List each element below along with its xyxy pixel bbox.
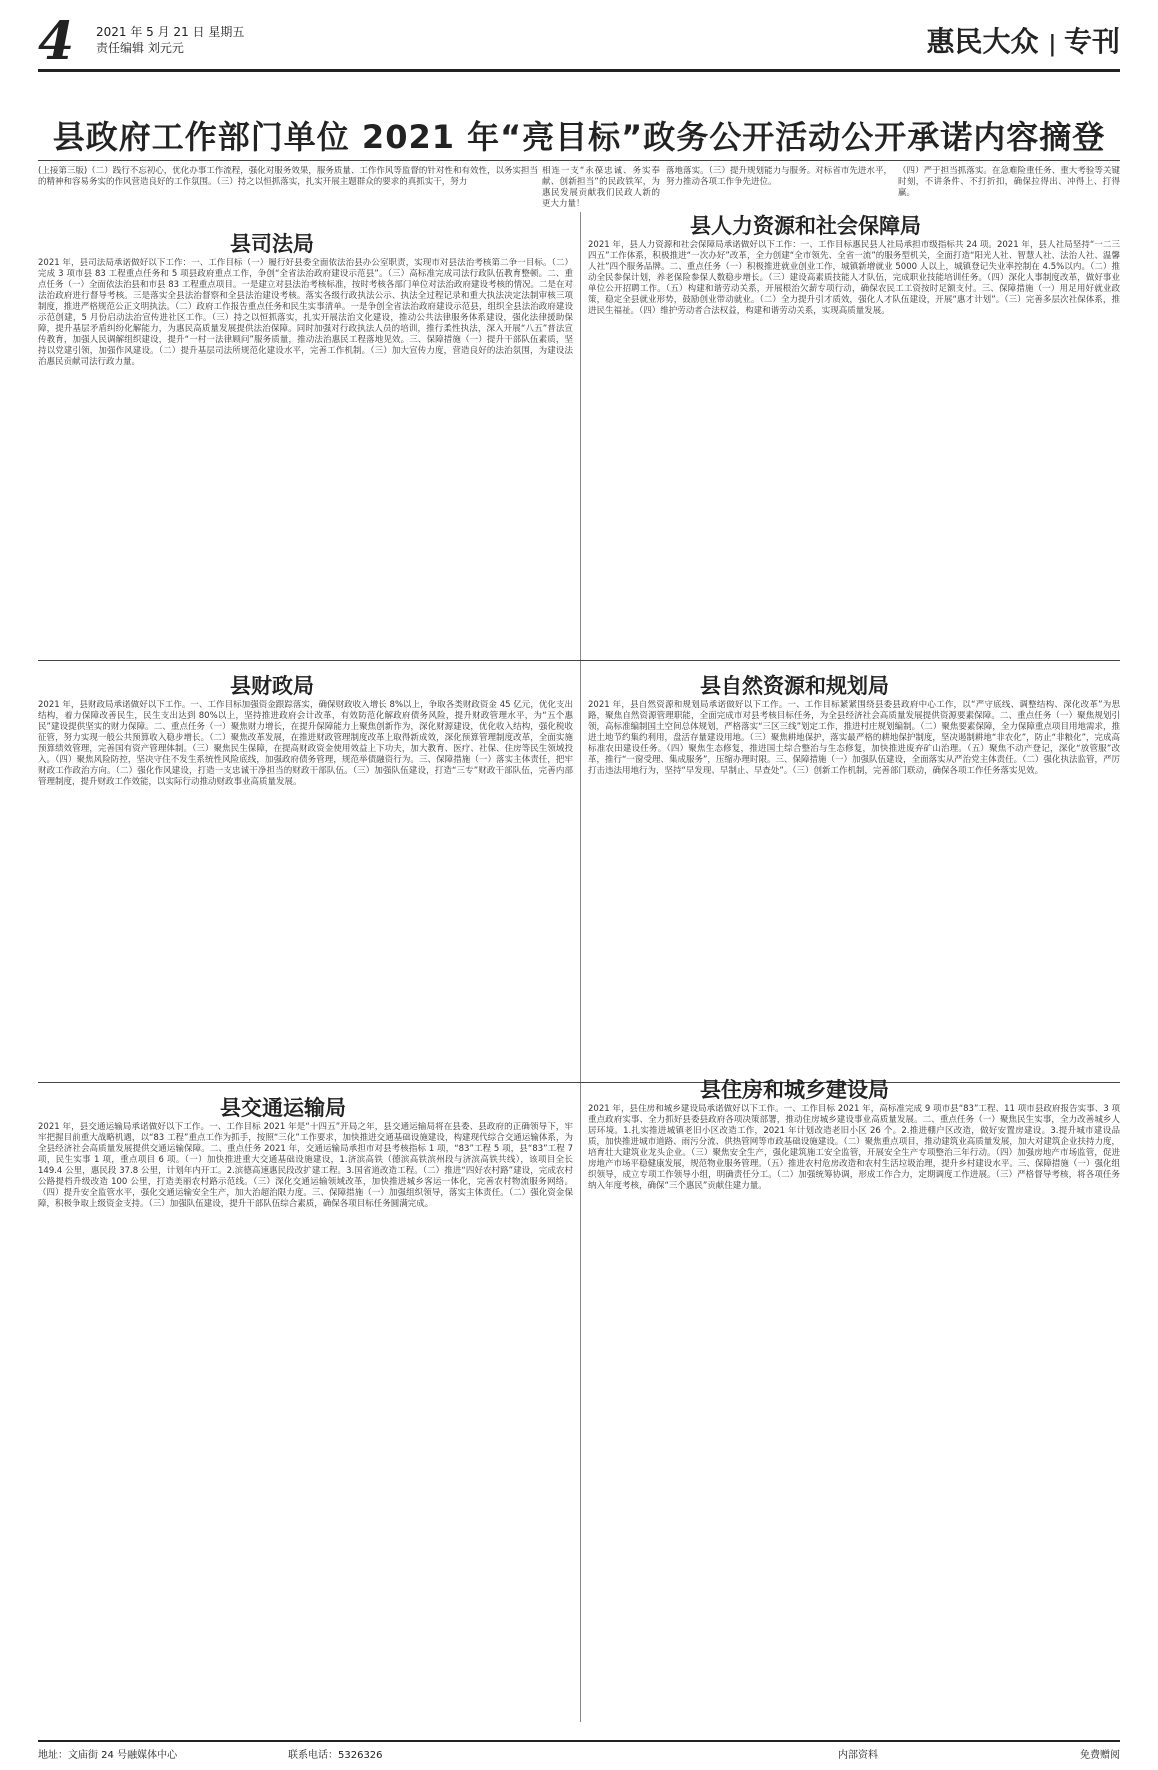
footer (38, 1740, 1120, 1761)
section-title-natural-resources: 县自然资源和规划局 (700, 673, 889, 698)
section-body-justice: 2021 年，县司法局承诺做好以下工作：一、工作目标（一）履行好县委全面依法治县办公室职责，实现市对县法治考核第二争一目标。（二）完成 3 项市县 83 工程重点任务和 5 项县政府重点工作，争创“全省法治政府建设示范县”。（三）高标准完成司法行政队伍教育整顿。二、重点任务（一）全面依法治县和市县 83 工程重点项目。一是建立对县法治考核标准，按时考核各部门单位对法治政府建设考核的情况。二是在对法治政府进行督导考核。三是落实全县法治督察和全县法治建设考核。落实各级行政执法公示、执法全过程记录和重大执法决定法制审核三项制度，推进严格规范公正文明执法。（二）政府工作报告重点任务和民生实事清单。一是争创全省法治政府建设示范县，组织全县法治政府建设示范创建，5 月份启动法治宣传进社区工作。（三）持之以恒抓落实，扎实开展法治文化建设，推动公共法律服务体系建设，强化法律援助保障，提升基层矛盾纠纷化解能力，为惠民高质量发展提供法治保障。同时加强对行政执法人员的培训，推行柔性执法，深入开展“八五”普法宣传教育，加强人民调解组织建设，提升“一村一法律顾问”服务质量，推动法治惠民工程落地见效。三、保障措施（一）提升干部队伍素质，坚持以党建引领，加强作风建设。（二）提升基层司法所规范化建设水平，完善工作机制。（三）加大宣传力度，营造良好的法治氛围，为建设法治惠民贡献司法行政力量。 (38, 258, 573, 367)
issue-editor: 责任编辑 刘元元 (96, 41, 184, 55)
footer-phone: 联系电话：5326326 (288, 1750, 383, 1761)
column-divider (580, 212, 581, 1722)
brand-column: 专刊 (1063, 25, 1120, 58)
main-title: 县政府工作部门单位 2021 年“亮目标”政务公开活动公开承诺内容摘登 (52, 118, 1106, 156)
page-number: 4 (38, 11, 75, 72)
top-text-4: （四）严于担当抓落实。在急难险重任务、重大考验等关键时刻，不讲条件、不打折扣，确保拉得出、冲得上、打得赢。 (898, 166, 1120, 198)
section-title-hr: 县人力资源和社会保障局 (690, 213, 921, 238)
section-body-hr: 2021 年，县人力资源和社会保障局承诺做好以下工作：一、工作目标惠民县人社局承担市级指标共 24 项。2021 年，县人社局坚持“一二三四五”工作体系，积极推进“一次办好”改革，全力创建“全市领先、全省一流”的服务型机关，全面打造“阳光人社、智慧人社、法治人社、温馨人社”四个服务品牌。二、重点任务（一）积极推进就业创业工作，城镇新增就业 5000 人以上，城镇登记失业率控制在 4.5%以内。（二）推动全民参保计划，养老保险参保人数稳步增长。（三）建设高素质技能人才队伍，完成职业技能培训任务。（四）深化人事制度改革，做好事业单位公开招聘工作。（五）构建和谐劳动关系，开展根治欠薪专项行动，确保农民工工资按时足额支付。三、保障措施（一）用足用好就业政策，稳定全县就业形势，鼓励创业带动就业。（二）全力提升引才质效，强化人才队伍建设，开展“惠才计划”。（三）完善多层次社保体系，推进民生福祉。（四）维护劳动者合法权益，构建和谐劳动关系，实现高质量发展。 (588, 240, 1120, 316)
top-text-2: 相连一支“永葆忠诚、务实奉献、创新担当”的民政铁军，为惠民发展贡献我们民政人新的更大力量！ (542, 166, 660, 208)
section-body-finance: 2021 年，县财政局承诺做好以下工作。一、工作目标加强资金跟踪落实，确保财政收入增长 8%以上，争取各类财政资金 45 亿元，优化支出结构，着力保障改善民生，民生支出达到 80%以上，坚持推进政府会计改革，有效防范化解政府债务风险，提升财政管理水平，为“五个惠民”建设提供坚实的财力保障。二、重点任务（一）聚焦财力增长，在提升保障能力上聚焦创新作为，深化财源建设，优化收入结构，强化税收征管，努力实现一般公共预算收入稳步增长。（二）聚焦改革发展，在推进财政管理制度改革上取得新成效，深化预算管理制度改革，全面实施预算绩效管理，完善国有资产管理体制。（三）聚焦民生保障，在提高财政资金使用效益上下功夫，加大教育、医疗、社保、住房等民生领域投入。（四）聚焦风险防控，坚决守住不发生系统性风险底线，加强政府债务管理，规范举债融资行为。三、保障措施（一）落实主体责任，把牢财政工作政治方向。（二）强化作风建设，打造一支忠诚干净担当的财政干部队伍。（三）加强队伍建设，打造“三专”财政干部队伍，完善内部管理制度，提升财政工作效能，以实际行动推动财政事业高质量发展。 (38, 700, 573, 787)
section-title-housing: 县住房和城乡建设局 (700, 1077, 889, 1102)
footer-address: 地址：文庙街 24 号融媒体中心 (38, 1750, 178, 1761)
masthead (38, 12, 1120, 72)
issue-date: 2021 年 5 月 21 日 星期五 (96, 25, 245, 39)
brand-name: 惠民大众 (926, 25, 1039, 58)
title-rule (38, 160, 1120, 161)
section-title-finance: 县财政局 (230, 673, 314, 698)
section-body-housing: 2021 年，县住房和城乡建设局承诺做好以下工作。一、工作目标 2021 年，高标准完成 9 项市县“83”工程、11 项市县政府报告实事、3 项重点政府实事、全力抓好县委县政府各项决策部署，推动住房城乡建设事业高质量发展。二、重点任务（一）聚焦民生实事，全力改善城乡人居环境。1.扎实推进城镇老旧小区改造工作，2021 年计划改造老旧小区 26 个。2.推进棚户区改造，做好安置房建设。3.提升城市建设品质，加快推进城市道路、雨污分流、供热管网等市政基础设施建设。（二）聚焦重点项目，推动建筑业高质量发展，加大对建筑企业扶持力度，培育壮大建筑业龙头企业。（三）聚焦安全生产，强化建筑施工安全监管，开展安全生产专项整治三年行动。（四）加强房地产市场监管，促进房地产市场平稳健康发展，规范物业服务管理。（五）推进农村危房改造和农村生活垃圾治理，提升乡村建设水平。三、保障措施（一）强化组织领导，成立专项工作领导小组，明确责任分工。（二）加强统筹协调，形成工作合力，定期调度工作进展。（三）严格督导考核，将各项任务纳入年度考核，确保“三个惠民”贡献住建力量。 (588, 1104, 1120, 1191)
section-title-transport: 县交通运输局 (220, 1095, 346, 1120)
footer-free: 免费赠阅 (1080, 1750, 1120, 1761)
top-text-3: 落地落实。（三）提升规划能力与服务。对标省市先进水平，努力推动各项工作争先进位。 (666, 166, 892, 187)
section-body-transport: 2021 年，县交通运输局承诺做好以下工作。一、工作目标 2021 年是“十四五”开局之年，县交通运输局将在县委、县政府的正确领导下，牢牢把握目前重大战略机遇，以“83 工程”重点工作为抓手，按照“三化”工作要求，加快推进交通基础设施建设，构建现代综合交通运输体系，为全县经济社会高质量发展提供交通运输保障。二、重点任务 2021 年，交通运输局承担市对县考核指标 1 项，“83”工程 5 项，县“83”工程 7 项，民生实事 1 项，重点项目 6 项。（一）加快推进重大交通基础设施建设，1.济滨高铁（德滨高铁滨州段与济滨高铁共线），该项目全长 149.4 公里，惠民段 37.8 公里，计划年内开工。2.滨德高速惠民段改扩建工程。3.国省道改造工程。（二）推进“四好农村路”建设，完成农村公路提档升级改造 100 公里，打造美丽农村路示范线。（三）深化交通运输领域改革，加快推进城乡客运一体化，完善农村物流服务网络。（四）提升安全监管水平，强化交通运输安全生产，加大治超治限力度。三、保障措施（一）加强组织领导，落实主体责任。（二）强化资金保障，积极争取上级资金支持。（三）加强队伍建设，提升干部队伍综合素质，确保各项目标任务圆满完成。 (38, 1122, 573, 1209)
issue-info (96, 24, 244, 56)
top-text-1: (上接第三版)（二）践行不忘初心，优化办事工作流程，强化对服务效果，服务质量、工作作风等监督的针对性和有效性，以务实担当的精神和容易务实的作风营造良好的工作氛围。（三）持之以恒抓落实，扎实开展主题群众的要求的真抓实干，努力 (38, 166, 538, 187)
section-rule-1 (38, 660, 1120, 661)
section-title-justice: 县司法局 (230, 231, 314, 256)
section-body-natural-resources: 2021 年，县自然资源和规划局承诺做好以下工作。一、工作目标紧紧围绕县委县政府中心工作，以“严守底线、调整结构、深化改革”为思路，聚焦自然资源管理职能，全面完成市对县考核目标任务，为全县经济社会高质量发展提供资源要素保障。二、重点任务（一）聚焦规划引领，高标准编制国土空间总体规划，严格落实“三区三线”划定工作，推进村庄规划编制。（二）聚焦要素保障，全力保障重点项目用地需求，推进土地节约集约利用，盘活存量建设用地。（三）聚焦耕地保护，落实最严格的耕地保护制度，坚决遏制耕地“非农化”，防止“非粮化”，完成高标准农田建设任务。（四）聚焦生态修复，推进国土综合整治与生态修复，加快推进废弃矿山治理。（五）聚焦不动产登记，深化“放管服”改革，推行“一窗受理、集成服务”，压缩办理时限。三、保障措施（一）加强队伍建设，全面落实从严治党主体责任。（二）强化执法监管，严厉打击违法用地行为，坚持“早发现、早制止、早查处”。（三）创新工作机制，完善部门联动，确保各项工作任务落实见效。 (588, 700, 1120, 776)
section-rule-2 (38, 1082, 1120, 1083)
footer-internal: 内部资料 (838, 1750, 878, 1761)
brand: 惠民大众 | 专刊 (926, 25, 1120, 58)
